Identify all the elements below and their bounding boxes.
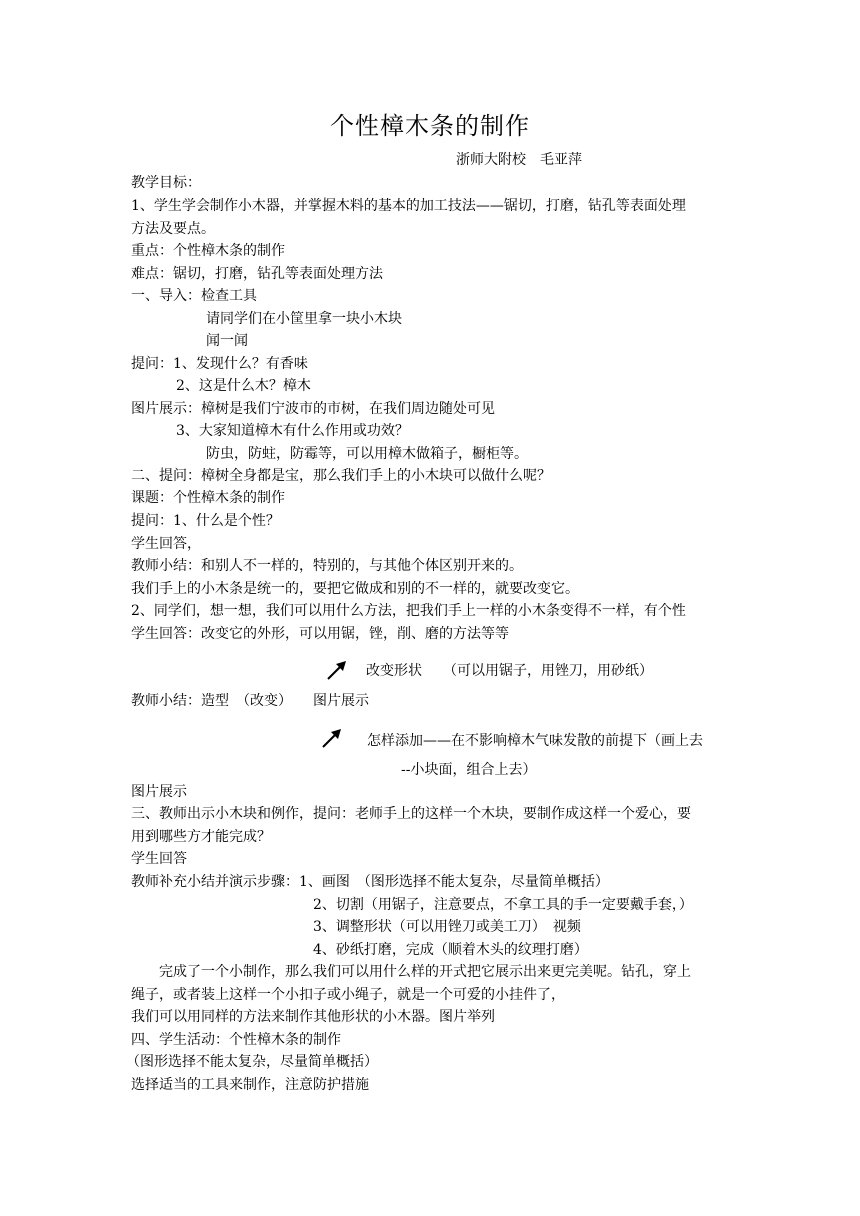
text-line: 2、这是什么木？樟木 xyxy=(176,378,311,394)
text-line: --小块面，组合上去） xyxy=(401,762,537,778)
arrow-up-right-icon xyxy=(321,727,343,749)
text-line: 图片展示 xyxy=(131,784,187,800)
text-line: 二、提问：樟树全身都是宝，那么我们手上的小木块可以做什么呢？ xyxy=(131,468,551,484)
text-line: 选择适当的工具来制作，注意防护措施 xyxy=(131,1077,369,1093)
text-line: 图片展示：樟树是我们宁波市的市树，在我们周边随处可见 xyxy=(131,401,495,417)
text-line: 用到哪些方才能完成？ xyxy=(131,829,271,845)
text-line: 课题：个性樟木条的制作 xyxy=(131,490,285,506)
text-line: 方法及要点。 xyxy=(131,221,215,237)
text-line: 提问：1、发现什么？有香味 xyxy=(131,356,308,372)
text-line: 3、大家知道樟木有什么作用或功效？ xyxy=(176,423,409,439)
text-line: 2、切割（用锯子，注意要点，不拿工具的手一定要戴手套，） xyxy=(313,897,693,913)
text-line: 4、砂纸打磨，完成（顺着木头的纹理打磨） xyxy=(313,942,588,958)
text-line: 完成了一个小制作，那么我们可以用什么样的开式把它展示出来更完美呢。钻孔，穿上 xyxy=(159,964,691,980)
text-line: 请同学们在小筐里拿一块小木块 xyxy=(206,311,402,327)
document-title: 个性樟木条的制作 xyxy=(330,112,530,140)
text-line: 难点：锯切，打磨，钻孔等表面处理方法 xyxy=(131,266,383,282)
text-line: 四、学生活动：个性樟木条的制作 xyxy=(131,1032,341,1048)
text-line: 学生回答， xyxy=(131,536,201,552)
text-line: （图形选择不能太复杂，尽量简单概括） xyxy=(126,1054,378,1070)
text-line: 学生回答：改变它的外形，可以用锯，锉，削、磨的方法等等 xyxy=(131,626,509,642)
text-line: 我们手上的小木条是统一的，要把它做成和别的不一样的，就要改变它。 xyxy=(131,581,579,597)
text-line: 教师补充小结并演示步骤：1、画图 （图形选择不能太复杂，尽量简单概括） xyxy=(131,874,609,890)
text-line: 我们可以用同样的方法来制作其他形状的小木器。图片举列 xyxy=(131,1009,495,1025)
text-line: 重点：个性樟木条的制作 xyxy=(131,243,285,259)
text-line: 教学目标： xyxy=(131,175,201,191)
text-line: 防虫，防蛀，防霉等，可以用樟木做箱子，橱柜等。 xyxy=(206,446,528,462)
author-line: 浙师大附校 毛亚萍 xyxy=(456,152,582,168)
text-line: 学生回答 xyxy=(131,851,187,867)
arrow-up-right-icon xyxy=(326,659,348,681)
text-line: 绳子，或者装上这样一个小扣子或小绳子，就是一个可爱的小挂件了， xyxy=(131,987,565,1003)
text-line: 改变形状 （可以用锯子，用锉刀，用砂纸） xyxy=(366,663,653,679)
text-line: 一、导入：检查工具 xyxy=(131,288,257,304)
text-line: 教师小结：造型 （改变） 图片展示 xyxy=(131,693,369,709)
text-line: 三、教师出示小木块和例作，提问：老师手上的这样一个木块，要制作成这样一个爱心，要 xyxy=(131,806,691,822)
text-line: 闻一闻 xyxy=(206,333,248,349)
text-line: 怎样添加——在不影响樟木气味发散的前提下（画上去 xyxy=(367,733,703,749)
text-line: 提问：1、什么是个性？ xyxy=(131,513,280,529)
text-line: 2、同学们，想一想，我们可以用什么方法，把我们手上一样的小木条变得不一样，有个性 xyxy=(131,603,686,619)
text-line: 3、调整形状（可以用锉刀或美工刀） 视频 xyxy=(313,919,581,935)
text-line: 1、学生学会制作小木器，并掌握木料的基本的加工技法——锯切，打磨，钻孔等表面处理 xyxy=(131,198,686,214)
text-line: 教师小结：和别人不一样的，特别的，与其他个体区别开来的。 xyxy=(131,558,523,574)
